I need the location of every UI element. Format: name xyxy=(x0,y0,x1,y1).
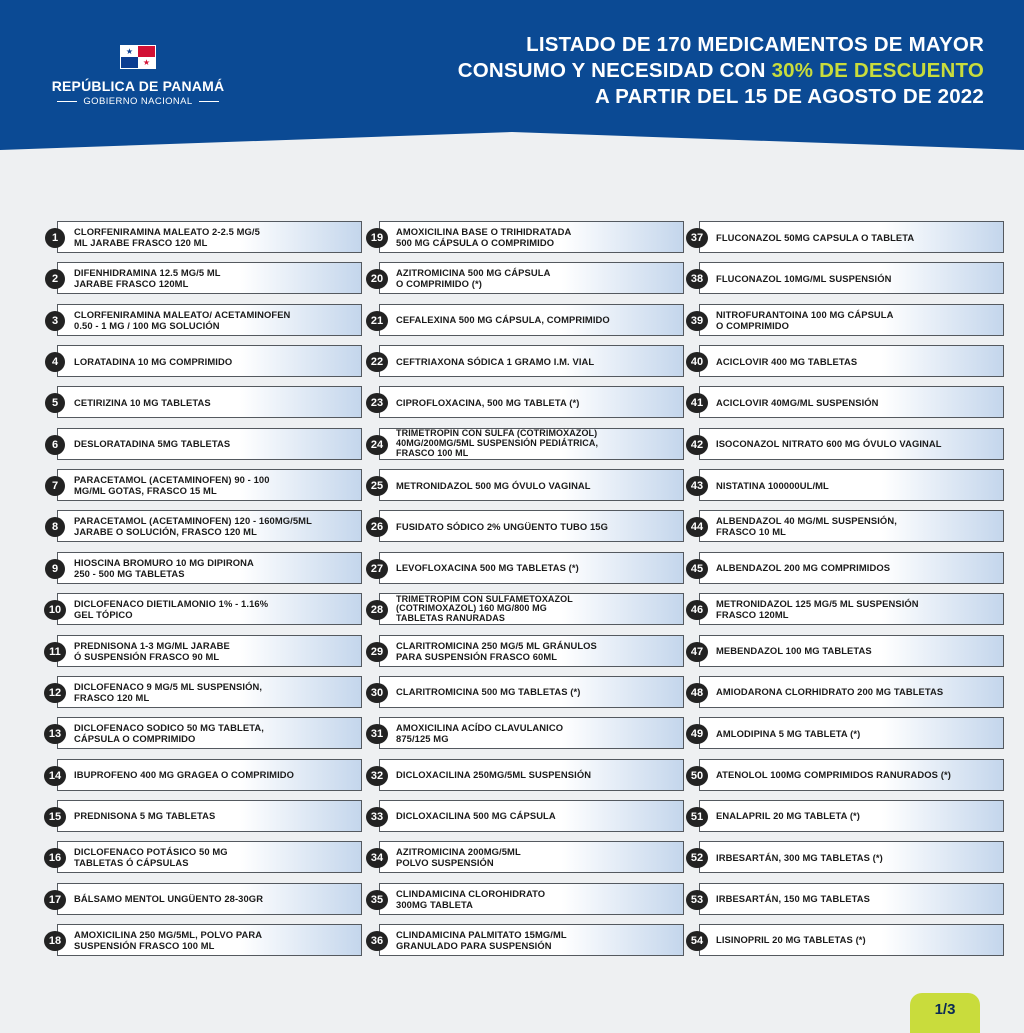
medicine-name: CLORFENIRAMINA MALEATO/ ACETAMINOFEN 0.50 - 1 MG / 100 MG SOLUCIÓN xyxy=(74,308,291,331)
country-name: REPÚBLICA DE PANAMÁ xyxy=(51,78,225,94)
item-number-badge: 9 xyxy=(45,559,65,579)
medicine-item xyxy=(367,717,687,751)
medicine-label-box xyxy=(379,635,684,667)
medicine-label-box xyxy=(57,593,362,625)
medicine-item xyxy=(45,428,365,462)
medicine-name: TRIMETROPIN CON SULFA (COTRIMOXAZOL) 40MG/200MG/5ML SUSPENSIÓN PEDIÁTRICA, FRASCO 100 ML xyxy=(396,428,599,458)
medicine-item xyxy=(45,221,365,255)
item-number-badge: 27 xyxy=(366,559,388,579)
item-number-badge: 16 xyxy=(44,848,66,868)
item-number-badge: 50 xyxy=(686,766,708,786)
medicine-label-box xyxy=(699,800,1004,832)
item-number-badge: 31 xyxy=(366,724,388,744)
medicine-label-box xyxy=(699,552,1004,584)
item-number-badge: 10 xyxy=(44,600,66,620)
item-number-badge: 8 xyxy=(45,517,65,537)
medicine-name: NITROFURANTOINA 100 MG CÁPSULA O COMPRIMIDO xyxy=(716,308,894,331)
medicine-label-box xyxy=(57,221,362,253)
medicine-name: ALBENDAZOL 40 MG/ML SUSPENSIÓN, FRASCO 10 ML xyxy=(716,515,897,538)
medicine-name: DICLOXACILINA 500 MG CÁPSULA xyxy=(396,810,556,822)
medicine-name: FLUCONAZOL 10MG/ML SUSPENSIÓN xyxy=(716,272,892,284)
medicine-label-box xyxy=(379,717,684,749)
medicine-label-box xyxy=(379,386,684,418)
medicine-label-box xyxy=(699,717,1004,749)
item-number-badge: 53 xyxy=(686,890,708,910)
medicine-item xyxy=(45,386,365,420)
item-number-badge: 44 xyxy=(686,517,708,537)
medicine-name: METRONIDAZOL 125 MG/5 ML SUSPENSIÓN FRASCO 120ML xyxy=(716,598,919,621)
item-number-badge: 52 xyxy=(686,848,708,868)
item-number-badge: 15 xyxy=(44,807,66,827)
item-number-badge: 12 xyxy=(44,683,66,703)
medicine-name: DICLOFENACO SODICO 50 MG TABLETA, CÁPSULA O COMPRIMIDO xyxy=(74,722,264,745)
medicine-item xyxy=(45,676,365,710)
page-title: LISTADO DE 170 MEDICAMENTOS DE MAYOR CONSUMO Y NECESIDAD CON 30% DE DESCUENTO A PARTIR DEL 15 DE AGOSTO DE 2022 xyxy=(457,33,984,108)
medicine-item xyxy=(367,635,687,669)
medicine-label-box xyxy=(57,262,362,294)
medicine-label-box xyxy=(57,841,362,873)
medicine-name: LORATADINA 10 MG COMPRIMIDO xyxy=(74,355,233,367)
item-number-badge: 2 xyxy=(45,269,65,289)
medicine-item xyxy=(45,552,365,586)
medicine-item xyxy=(367,345,687,379)
medicine-name: FLUCONAZOL 50MG CAPSULA O TABLETA xyxy=(716,231,915,243)
medicine-label-box xyxy=(699,386,1004,418)
medicine-label-box xyxy=(57,924,362,956)
medicine-item xyxy=(367,552,687,586)
medicine-label-box xyxy=(379,469,684,501)
medicine-name: DICLOFENACO 9 MG/5 ML SUSPENSIÓN, FRASCO 120 ML xyxy=(74,680,263,703)
medicine-name: TRIMETROPIM CON SULFAMETOXAZOL (COTRIMOXAZOL) 160 MG/800 MG TABLETAS RANURADAS xyxy=(396,593,573,623)
medicine-item xyxy=(45,469,365,503)
medicine-label-box xyxy=(699,304,1004,336)
medicine-name: FUSIDATO SÓDICO 2% UNGÜENTO TUBO 15G xyxy=(396,520,608,532)
panama-flag-icon: ★ ★ xyxy=(120,45,156,69)
item-number-badge: 13 xyxy=(44,724,66,744)
medicine-item xyxy=(367,676,687,710)
medicine-name: ENALAPRIL 20 MG TABLETA (*) xyxy=(716,810,861,822)
item-number-badge: 21 xyxy=(366,311,388,331)
discount-highlight: 30% DE DESCUENTO xyxy=(771,59,984,82)
item-number-badge: 45 xyxy=(686,559,708,579)
medicine-item xyxy=(687,635,1007,669)
medicine-item xyxy=(687,345,1007,379)
item-number-badge: 24 xyxy=(366,435,388,455)
medicine-name: PARACETAMOL (ACETAMINOFEN) 120 - 160MG/5ML JARABE O SOLUCIÓN, FRASCO 120 ML xyxy=(74,515,312,538)
medicine-label-box xyxy=(699,593,1004,625)
medicine-item xyxy=(687,759,1007,793)
medicine-label-box xyxy=(379,593,684,625)
medicine-name: NISTATINA 100000UL/ML xyxy=(716,479,829,491)
medicine-name: CLINDAMICINA CLOROHIDRATO 300MG TABLETA xyxy=(396,887,546,910)
medicine-name: LEVOFLOXACINA 500 MG TABLETAS (*) xyxy=(396,562,579,574)
medicine-name: CEFTRIAXONA SÓDICA 1 GRAMO I.M. VIAL xyxy=(396,355,595,367)
medicine-label-box xyxy=(699,510,1004,542)
medicine-label-box xyxy=(57,345,362,377)
medicine-item xyxy=(687,676,1007,710)
government-label: GOBIERNO NACIONAL xyxy=(40,96,236,107)
medicine-item xyxy=(687,593,1007,627)
medicine-label-box xyxy=(57,800,362,832)
medicine-item xyxy=(367,386,687,420)
medicine-item xyxy=(687,304,1007,338)
item-number-badge: 33 xyxy=(366,807,388,827)
medicine-name: AMIODARONA CLORHIDRATO 200 MG TABLETAS xyxy=(716,686,944,698)
medicine-item xyxy=(367,924,687,958)
item-number-badge: 4 xyxy=(45,352,65,372)
medicine-item xyxy=(687,552,1007,586)
medicine-name: DESLORATADINA 5MG TABLETAS xyxy=(74,438,231,450)
medicine-name: PREDNISONA 1-3 MG/ML JARABE Ó SUSPENSIÓN FRASCO 90 ML xyxy=(74,639,230,662)
item-number-badge: 49 xyxy=(686,724,708,744)
medicine-item xyxy=(367,841,687,875)
medicine-label-box xyxy=(57,676,362,708)
item-number-badge: 20 xyxy=(366,269,388,289)
medicine-item xyxy=(45,759,365,793)
item-number-badge: 30 xyxy=(366,683,388,703)
item-number-badge: 37 xyxy=(686,228,708,248)
item-number-badge: 6 xyxy=(45,435,65,455)
medicine-label-box xyxy=(57,635,362,667)
item-number-badge: 36 xyxy=(366,931,388,951)
medicine-item xyxy=(367,221,687,255)
item-number-badge: 39 xyxy=(686,311,708,331)
medicine-label-box xyxy=(699,221,1004,253)
medicine-name: DICLOFENACO DIETILAMONIO 1% - 1.16% GEL TÓPICO xyxy=(74,598,269,621)
medicine-item xyxy=(687,469,1007,503)
medicine-item xyxy=(367,510,687,544)
medicine-name: ACICLOVIR 40MG/ML SUSPENSIÓN xyxy=(716,396,879,408)
medicine-name: ACICLOVIR 400 MG TABLETAS xyxy=(716,355,858,367)
item-number-badge: 40 xyxy=(686,352,708,372)
medicine-label-box xyxy=(379,883,684,915)
medicine-label-box xyxy=(57,428,362,460)
medicine-label-box xyxy=(699,428,1004,460)
item-number-badge: 14 xyxy=(44,766,66,786)
medicine-label-box xyxy=(57,552,362,584)
item-number-badge: 34 xyxy=(366,848,388,868)
medicine-item xyxy=(45,883,365,917)
medicine-item xyxy=(45,717,365,751)
medicine-label-box xyxy=(699,841,1004,873)
medicine-label-box xyxy=(379,676,684,708)
medicine-name: CEFALEXINA 500 MG CÁPSULA, COMPRIMIDO xyxy=(396,314,610,326)
medicine-name: ISOCONAZOL NITRATO 600 MG ÓVULO VAGINAL xyxy=(716,438,942,450)
medicine-item xyxy=(367,304,687,338)
medicine-item xyxy=(367,262,687,296)
item-number-badge: 1 xyxy=(45,228,65,248)
medicine-label-box xyxy=(699,469,1004,501)
medicine-name: IRBESARTÁN, 150 MG TABLETAS xyxy=(716,893,870,905)
medicine-name: AMOXICILINA ACÍDO CLAVULANICO 875/125 MG xyxy=(396,722,564,745)
medicine-name: CLINDAMICINA PALMITATO 15MG/ML GRANULADO PARA SUSPENSIÓN xyxy=(396,928,567,951)
item-number-badge: 42 xyxy=(686,435,708,455)
medicine-name: CLARITROMICINA 250 MG/5 ML GRÁNULOS PARA SUSPENSIÓN FRASCO 60ML xyxy=(396,639,597,662)
medicine-name: AMOXICILINA 250 MG/5ML, POLVO PARA SUSPENSIÓN FRASCO 100 ML xyxy=(74,928,263,951)
medicine-name: METRONIDAZOL 500 MG ÓVULO VAGINAL xyxy=(396,479,591,491)
item-number-badge: 11 xyxy=(44,642,66,662)
medicine-label-box xyxy=(699,262,1004,294)
medicine-item xyxy=(367,759,687,793)
medicine-name: DICLOXACILINA 250MG/5ML SUSPENSIÓN xyxy=(396,769,592,781)
page-indicator: 1/3 xyxy=(910,993,980,1033)
medicine-item xyxy=(687,800,1007,834)
item-number-badge: 32 xyxy=(366,766,388,786)
medicine-item xyxy=(367,428,687,462)
medicine-item xyxy=(45,924,365,958)
medicine-label-box xyxy=(699,759,1004,791)
item-number-badge: 22 xyxy=(366,352,388,372)
medicine-item xyxy=(687,717,1007,751)
medicine-item xyxy=(45,262,365,296)
item-number-badge: 19 xyxy=(366,228,388,248)
medicine-item xyxy=(367,883,687,917)
medicine-item xyxy=(367,469,687,503)
medicine-name: AZITROMICINA 500 MG CÁPSULA O COMPRIMIDO (*) xyxy=(396,267,551,290)
item-number-badge: 25 xyxy=(366,476,388,496)
medicine-name: LISINOPRIL 20 MG TABLETAS (*) xyxy=(716,934,866,946)
item-number-badge: 41 xyxy=(686,393,708,413)
item-number-badge: 5 xyxy=(45,393,65,413)
medicine-label-box xyxy=(57,386,362,418)
medicine-name: CIPROFLOXACINA, 500 MG TABLETA (*) xyxy=(396,396,580,408)
medicine-label-box xyxy=(379,510,684,542)
medicine-label-box xyxy=(57,883,362,915)
medicine-item xyxy=(687,841,1007,875)
item-number-badge: 51 xyxy=(686,807,708,827)
item-number-badge: 7 xyxy=(45,476,65,496)
medicine-item xyxy=(687,262,1007,296)
item-number-badge: 46 xyxy=(686,600,708,620)
medicine-label-box xyxy=(57,304,362,336)
medicine-item xyxy=(687,510,1007,544)
item-number-badge: 3 xyxy=(45,311,65,331)
medicine-label-box xyxy=(699,883,1004,915)
item-number-badge: 35 xyxy=(366,890,388,910)
medicine-label-box xyxy=(379,221,684,253)
medicine-name: DICLOFENACO POTÁSICO 50 MG TABLETAS Ó CÁPSULAS xyxy=(74,846,228,869)
item-number-badge: 23 xyxy=(366,393,388,413)
medicine-name: BÁLSAMO MENTOL UNGÜENTO 28-30GR xyxy=(74,893,264,905)
medicine-label-box xyxy=(699,635,1004,667)
item-number-badge: 48 xyxy=(686,683,708,703)
medicine-item xyxy=(45,304,365,338)
medicine-item xyxy=(687,428,1007,462)
medicine-label-box xyxy=(379,304,684,336)
medicine-name: ALBENDAZOL 200 MG COMPRIMIDOS xyxy=(716,562,891,574)
medicine-item xyxy=(45,345,365,379)
medicine-name: ATENOLOL 100MG COMPRIMIDOS RANURADOS (*) xyxy=(716,769,951,781)
medicine-item xyxy=(45,635,365,669)
item-number-badge: 26 xyxy=(366,517,388,537)
medicine-item xyxy=(367,800,687,834)
medicine-name: IBUPROFENO 400 MG GRAGEA O COMPRIMIDO xyxy=(74,769,295,781)
medicine-label-box xyxy=(379,262,684,294)
medicine-item xyxy=(687,883,1007,917)
item-number-badge: 54 xyxy=(686,931,708,951)
medicine-label-box xyxy=(379,841,684,873)
medicine-item xyxy=(367,593,687,627)
medicine-item xyxy=(687,386,1007,420)
item-number-badge: 47 xyxy=(686,642,708,662)
medicine-item xyxy=(45,510,365,544)
medicine-name: PARACETAMOL (ACETAMINOFEN) 90 - 100 MG/ML GOTAS, FRASCO 15 ML xyxy=(74,474,270,497)
medicine-name: CLARITROMICINA 500 MG TABLETAS (*) xyxy=(396,686,581,698)
medicine-item xyxy=(687,221,1007,255)
medicine-label-box xyxy=(379,345,684,377)
medicine-label-box xyxy=(379,800,684,832)
item-number-badge: 18 xyxy=(44,931,66,951)
medicine-item xyxy=(45,593,365,627)
medicine-label-box xyxy=(699,345,1004,377)
medicine-name: AZITROMICINA 200MG/5ML POLVO SUSPENSIÓN xyxy=(396,846,521,869)
medicine-label-box xyxy=(699,676,1004,708)
medicine-item xyxy=(687,924,1007,958)
medicine-label-box xyxy=(379,552,684,584)
medicine-name: HIOSCINA BROMURO 10 MG DIPIRONA 250 - 500 MG TABLETAS xyxy=(74,556,254,579)
item-number-badge: 43 xyxy=(686,476,708,496)
medicine-label-box xyxy=(57,510,362,542)
medicine-label-box xyxy=(57,759,362,791)
medicine-name: PREDNISONA 5 MG TABLETAS xyxy=(74,810,216,822)
medicine-label-box xyxy=(57,469,362,501)
item-number-badge: 29 xyxy=(366,642,388,662)
item-number-badge: 28 xyxy=(366,600,388,620)
medicine-name: IRBESARTÁN, 300 MG TABLETAS (*) xyxy=(716,851,883,863)
medicine-label-box xyxy=(57,717,362,749)
medicine-item xyxy=(45,800,365,834)
medicine-name: CETIRIZINA 10 MG TABLETAS xyxy=(74,396,211,408)
medicine-name: MEBENDAZOL 100 MG TABLETAS xyxy=(716,645,872,656)
medicine-name: AMLODIPINA 5 MG TABLETA (*) xyxy=(716,727,861,739)
item-number-badge: 17 xyxy=(44,890,66,910)
medicine-label-box xyxy=(379,924,684,956)
item-number-badge: 38 xyxy=(686,269,708,289)
medicine-name: AMOXICILINA BASE O TRIHIDRATADA 500 MG CÁPSULA O COMPRIMIDO xyxy=(396,226,572,248)
medicine-label-box xyxy=(379,428,684,460)
medicine-name: CLORFENIRAMINA MALEATO 2-2.5 MG/5 ML JARABE FRASCO 120 ML xyxy=(74,226,260,248)
medicine-label-box xyxy=(379,759,684,791)
medicine-label-box xyxy=(699,924,1004,956)
medicine-name: DIFENHIDRAMINA 12.5 MG/5 ML JARABE FRASCO 120ML xyxy=(74,267,221,290)
medicine-item xyxy=(45,841,365,875)
